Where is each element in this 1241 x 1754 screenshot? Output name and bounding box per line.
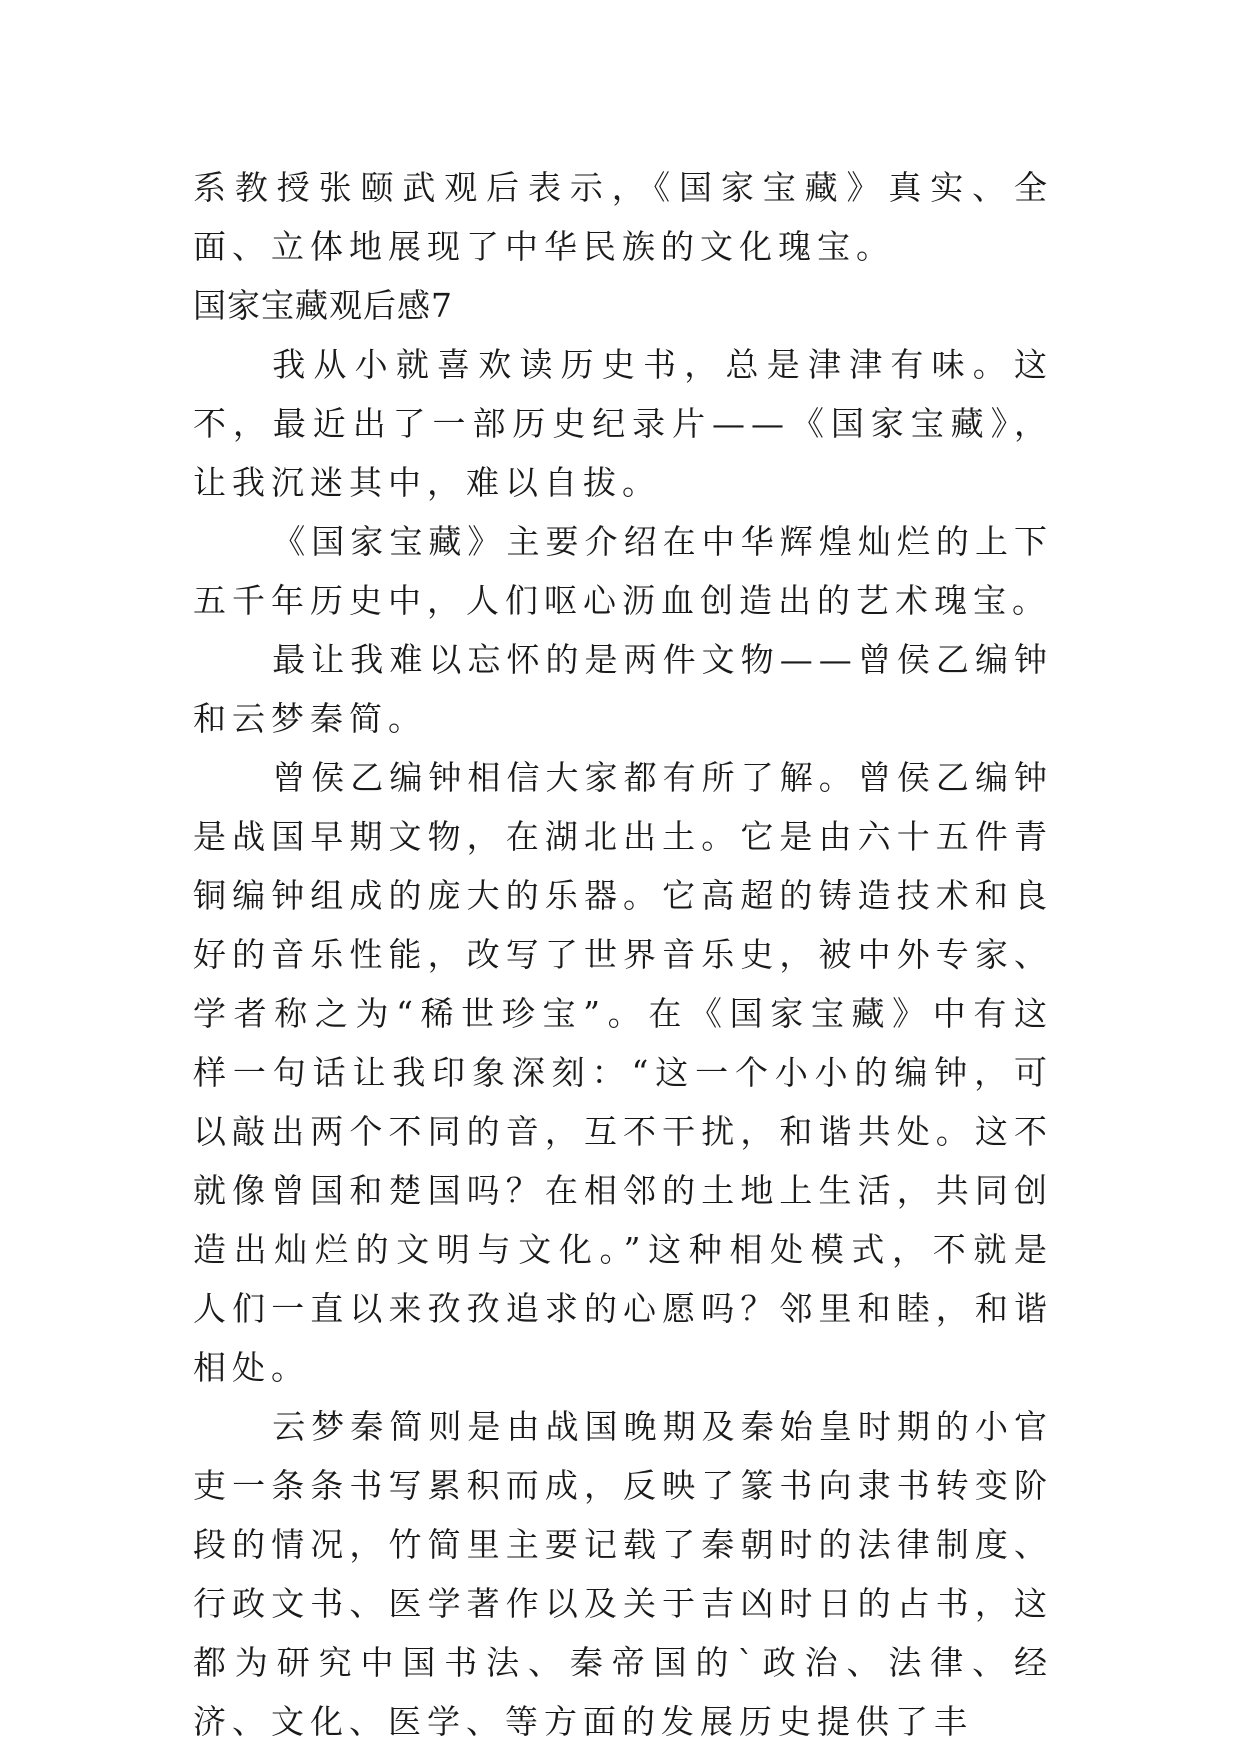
- paragraph: 《国家宝藏》主要介绍在中华辉煌灿烂的上下五千年历史中，人们呕心沥血创造出的艺术瑰宝。: [193, 522, 1053, 620]
- paragraph: 云梦秦简则是由战国晚期及秦始皇时期的小官吏一条条书写累积而成，反映了篆书向隶书转变阶段的情况，竹简里主要记载了秦朝时的法律制度、行政文书、医学著作以及关于吉凶时日的占书，这都为研究中国书法、秦帝国的`政治、法律、经济、文化、医学、等方面的发展历史提供了丰: [193, 1407, 1053, 1741]
- paragraph: 我从小就喜欢读历史书，总是津津有味。这不，最近出了一部历史纪录片——《国家宝藏》，让我沉迷其中，难以自拔。: [193, 345, 1053, 502]
- paragraph-continuation: 系教授张颐武观后表示，《国家宝藏》真实、全面、立体地展现了中华民族的文化瑰宝。: [193, 168, 1053, 266]
- section-heading: 国家宝藏观后感7: [193, 286, 453, 325]
- paragraph: 曾侯乙编钟相信大家都有所了解。曾侯乙编钟是战国早期文物，在湖北出土。它是由六十五件青铜编钟组成的庞大的乐器。它高超的铸造技术和良好的音乐性能，改写了世界音乐史，被中外专家、学者称之为“稀世珍宝”。在《国家宝藏》中有这样一句话让我印象深刻：“这一个小小的编钟，可以敲出两个不同的音，互不干扰，和谐共处。这不就像曾国和楚国吗？在相邻的土地上生活，共同创造出灿烂的文明与文化。”这种相处模式，不就是人们一直以来孜孜追求的心愿吗？邻里和睦，和谐相处。: [193, 758, 1053, 1387]
- paragraph: 最让我难以忘怀的是两件文物——曾侯乙编钟和云梦秦简。: [193, 640, 1053, 738]
- document-body: [193, 158, 1053, 1751]
